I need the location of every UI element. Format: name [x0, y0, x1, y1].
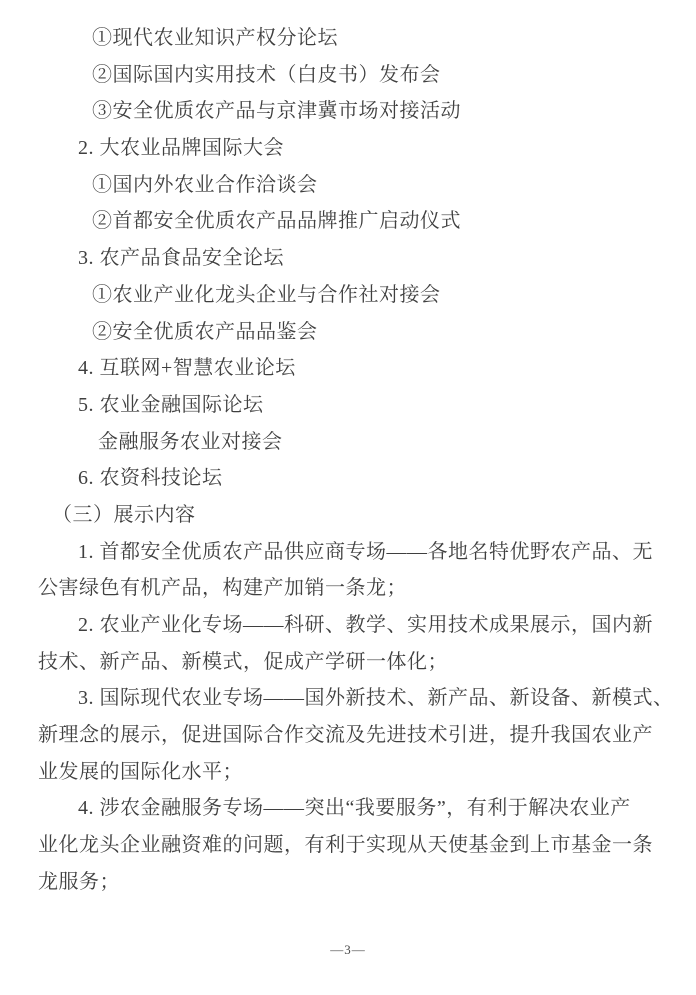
text-line-4: 2. 大农业品牌国际大会 [78, 137, 284, 160]
text-line-18: 技术、新产品、新模式，促成产学研一体化； [38, 650, 448, 673]
text-line-19: 3. 国际现代农业专场——国外新技术、新产品、新设备、新模式、 [78, 687, 674, 710]
text-line-14: （三）展示内容 [52, 503, 196, 526]
text-line-15: 1. 首都安全优质农产品供应商专场——各地名特优野农产品、无 [78, 540, 653, 563]
text-line-16: 公害绿色有机产品，构建产加销一条龙； [38, 577, 407, 600]
text-line-7: 3. 农产品食品安全论坛 [78, 247, 284, 270]
text-line-22: 4. 涉农金融服务专场——突出“我要服务”，有利于解决农业产 [78, 797, 631, 820]
text-line-11: 5. 农业金融国际论坛 [78, 393, 264, 416]
text-line-13: 6. 农资科技论坛 [78, 467, 223, 490]
text-line-5: ①国内外农业合作洽谈会 [92, 173, 318, 196]
text-line-1: ①现代农业知识产权分论坛 [92, 27, 338, 49]
text-line-6: ②首都安全优质农产品品牌推广启动仪式 [92, 210, 461, 233]
text-line-21: 业发展的国际化水平； [38, 760, 243, 783]
text-line-12: 金融服务农业对接会 [98, 430, 283, 453]
text-line-8: ①农业产业化龙头企业与合作社对接会 [92, 283, 441, 306]
text-line-20: 新理念的展示，促进国际合作交流及先进技术引进，提升我国农业产 [38, 724, 653, 747]
text-line-24: 龙服务； [38, 870, 120, 893]
text-line-10: 4. 互联网+智慧农业论坛 [78, 357, 296, 380]
page-number: —3— [330, 942, 366, 957]
text-line-17: 2. 农业产业化专场——科研、教学、实用技术成果展示，国内新 [78, 614, 653, 636]
text-lines [0, 20, 696, 901]
text-line-3: ③安全优质农产品与京津冀市场对接活动 [92, 100, 461, 123]
text-line-2: ②国际国内实用技术（白皮书）发布会 [92, 63, 441, 86]
text-line-23: 业化龙头企业融资难的问题，有利于实现从天使基金到上市基金一条 [38, 834, 653, 857]
text-line-9: ②安全优质农产品品鉴会 [92, 320, 318, 343]
